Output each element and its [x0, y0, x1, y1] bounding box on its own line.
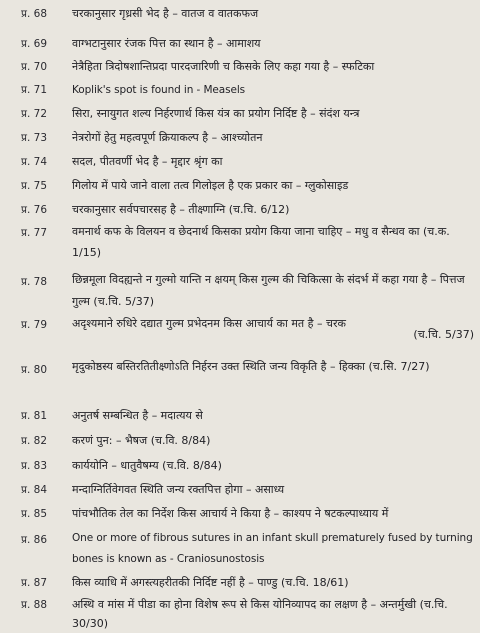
question-text: छिन्नमूला विदह्यन्ते न गुल्मो यान्ति न क्षयम् किस गुल्म की चिकित्सा के संदर्भ में कहा गया है – पित्तज गुल्म (च.चि. 5/37)	[72, 273, 465, 308]
question-number: प्र. 79	[21, 319, 48, 331]
question-number: प्र. 84	[21, 484, 48, 496]
question-text: चरकानुसार सर्वपचारसह है – तीक्ष्णाग्नि (च.चि. 6/12)	[72, 203, 290, 216]
question-number: प्र. 83	[21, 460, 48, 472]
question-text: पांचभौतिक तेल का निर्देश किस आचार्य ने किया है – काश्यप ने षटकल्पाध्याय में	[72, 507, 389, 520]
question-text: वमनार्थ कफ के विलयन व छेदनार्थ किसका प्रयोग किया जाना चाहिए – मधु व सैन्धव का (च.क. 1/15)	[72, 225, 450, 259]
question-text: कार्ययोनि – धातुवैषम्य (च.वि. 8/84)	[72, 459, 222, 472]
question-number: प्र. 87	[21, 577, 48, 589]
question-number: प्र. 73	[21, 132, 48, 144]
question-number: प्र. 75	[21, 180, 48, 192]
question-number: प्र. 68	[21, 8, 48, 20]
question-text: चरकानुसार गृध्रसी भेद है – वातज व वातकफज	[72, 7, 259, 20]
question-text: मृदुकोष्ठस्य बस्तिरतितीक्ष्णोऽति निर्हरन उक्त स्थिति जन्य विकृति है – हिक्का (च.सि. 7/27)	[72, 360, 430, 373]
question-text: अस्थि व मांस में पीडा का होना विशेष रूप से किस योनिव्यापद का लक्षण है – अन्तर्मुखी (च.चि. 30/30)	[72, 598, 448, 630]
question-text: वाग्भटानुसार रंजक पित्त का स्थान है – आमाशय	[72, 37, 261, 50]
question-number: प्र. 85	[21, 508, 48, 520]
question-text: नेत्ररोगों हेतु महत्वपूर्ण क्रियाकल्प है – आश्च्योतन	[72, 131, 263, 144]
question-number: प्र. 71	[21, 84, 48, 96]
question-text: One or more of fibrous sutures in an infant skull prematurely fused by turning bones is known as - Craniosunostosis	[72, 532, 473, 565]
question-number: प्र. 70	[21, 61, 48, 73]
question-number: प्र. 74	[21, 156, 48, 168]
question-text: करणं पुन: – भैषज (च.वि. 8/84)	[72, 434, 211, 447]
question-text: मन्दाग्निर्तिवेगवत स्थिति जन्य रक्तपित्त होगा – असाध्य	[72, 483, 285, 496]
question-number: प्र. 82	[21, 435, 48, 447]
question-text: अनुतर्ष सम्बन्धित है – मदात्यय से	[72, 409, 203, 422]
question-text: किस व्याधि में अगस्त्यहरीतकी निर्दिष्ट नहीं है – पाण्डु (च.चि. 18/61)	[72, 576, 349, 589]
question-text: Koplik's spot is found in - Measels	[72, 84, 246, 96]
question-number: प्र. 76	[21, 204, 48, 216]
question-reference: (च.चि. 5/37)	[413, 328, 474, 341]
question-text: नेत्रैहिता त्रिदोषशान्तिप्रदा पारदजारिणी च किसके लिए कहा गया है – स्फटिका	[72, 60, 375, 73]
question-text: सदल, पीतवर्णी भेद है – मृद्दार श्रृंग का	[72, 155, 223, 168]
question-text: गिलोय में पाये जाने वाला तत्व गिलोइल है एक प्रकार का – ग्लुकोसाइड	[72, 179, 349, 192]
question-number: प्र. 80	[21, 364, 48, 376]
question-number: प्र. 77	[21, 227, 48, 239]
question-number: प्र. 86	[21, 534, 48, 546]
question-text: अदृश्यमाने रुधिरे दद्यात गुल्म प्रभेदनम किस आचार्य का मत है – चरक	[72, 317, 346, 330]
question-number: प्र. 69	[21, 38, 48, 50]
question-number: प्र. 78	[21, 276, 48, 288]
question-number: प्र. 88	[21, 599, 48, 611]
question-number: प्र. 72	[21, 108, 48, 120]
question-number: प्र. 81	[21, 410, 48, 422]
question-text: सिरा, स्नायुगत शल्य निर्हरणार्थ किस यंत्र का प्रयोग निर्दिष्ट है – संदंश यन्त्र	[72, 107, 360, 120]
